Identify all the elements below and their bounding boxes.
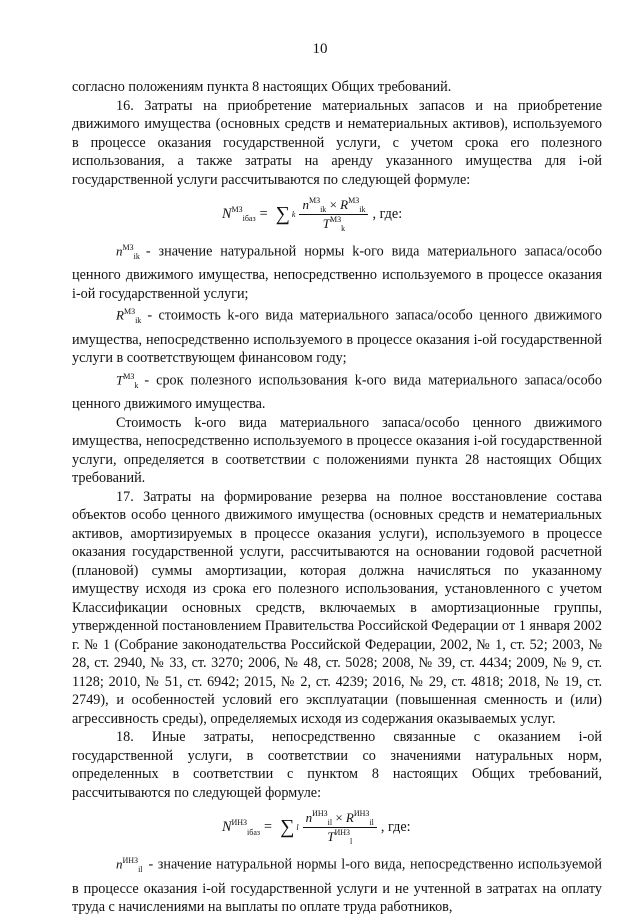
formula-mz-lhs: $N^{МЗ}_{iбаз}$ (222, 204, 256, 224)
page-number: 10 (312, 41, 328, 57)
paragraph-18: 18. Иные затраты, непосредственно связанные с оказанием i-ой государственной услуги, в соответствии со значениями натуральных норм, определенных в соответствии с пунктом 8 настоящих Общих требований, рассчитываются по следующей формуле: (72, 729, 602, 801)
definition-n-mz: $n^{МЗ}_{ik}$ - значение натуральной нормы k-ого вида материального запаса/особо ценного движимого имущества, непосредственно используемого в процессе оказания i-ой государственной услуги; (72, 243, 602, 302)
formula-inz: $N^{ИНЗ}_{iбаз}$ = ∑ l $\frac{n^{ИНЗ}_{il} \times R^{ИНЗ}_{il}}{T^{ИНЗ}_l}$ , где: (222, 809, 411, 847)
formula-inz-tail: , где: (380, 818, 411, 835)
document-body (72, 78, 602, 917)
paragraph-16: 16. Затраты на приобретение материальных запасов и на приобретение движимого имущества (основных средств и нематериальных активов), используемого в процессе оказания государственной услуги, с учетом срока его полезного использования, а также затраты на аренду указанного имущества для i-ой государственной услуги рассчитываются по следующей формуле: (72, 97, 602, 188)
paragraph-17: 17. Затраты на формирование резерва на полное восстановление состава объектов особо ценного движимого имущества (основных средств и нематериальных активов, амортизируемых в процессе оказания услуги), используемого в процессе оказания государственной услуги, рассчитываются на основании годовой расчетной (плановой) суммы амортизации, которая должна начисляться по указанному имуществу исходя из срока его полезного использования, установленного с учетом Классификации основных средств, включаемых в амортизационные группы, утвержденной постановлением Правительства Российской Федерации от 1 января 2002 г. № 1 (Собрание законодательства Российской Федерации, 2002, № 1, ст. 52; 2003, № 28, ст. 2940, № 33, ст. 3270; 2006, № 48, ст. 5028; 2008, № 39, ст. 4434; 2009, № 9, ст. 1128; 2010, № 51, ст. 6942; 2015, № 2, ст. 4239; 2016, № 29, ст. 4818; 2018, № 19, ст. 2749), и особенностей условий его эксплуатации (повышенная сменность и (или) агрессивность среды), определяемых исходя из содержания оказываемых услуг. (72, 488, 602, 727)
formula-mz-tail: , где: (372, 205, 403, 222)
definition-t-mz: $T^{МЗ}_k$ - срок полезного использования k-ого вида материального запаса/особо ценного движимого имущества. (72, 371, 602, 413)
paragraph-cost: Стоимость k-ого вида материального запаса/особо ценного движимого имущества, непосредственно используемого в процессе оказания i-ой государственной услуги, определяется в соответствии с положениями пункта 28 настоящих Общих требований. (72, 414, 602, 487)
formula-mz-fraction: $\frac{n^{МЗ}_{ik} \times R^{МЗ}_{ik}}{T^{МЗ}_k}$ (299, 197, 368, 232)
formula-inz-equals: = (264, 818, 273, 835)
formula-mz: $N^{МЗ}_{iбаз}$ = ∑ k $\frac{n^{МЗ}_{ik} \times R^{МЗ}_{ik}}{T^{МЗ}_k}$ , где: (222, 196, 403, 234)
paragraph-intro: согласно положениям пункта 8 настоящих Общих требований. (72, 79, 452, 95)
formula-inz-sigma: ∑ (280, 815, 295, 838)
definition-r-mz: $R^{МЗ}_{ik}$ - стоимость k-ого вида материального запаса/особо ценного движимого имущества, непосредственно используемого в процессе оказания i-ой государственной услуги в соответствующем финансовом году; (72, 307, 602, 367)
formula-inz-lhs: $N^{ИНЗ}_{iбаз}$ (222, 818, 261, 837)
formula-mz-equals: = (259, 205, 268, 222)
definition-n-inz: $n^{ИНЗ}_{il}$ - значение натуральной нормы l-ого вида, непосредственно используемой в процессе оказания i-ой государственной услуги и не учтенной в затратах на оплату труда с начислениями на выплаты по оплате труда работников, (72, 856, 602, 916)
formula-mz-sigma: ∑ (275, 202, 290, 225)
formula-inz-fraction: $\frac{n^{ИНЗ}_{il} \times R^{ИНЗ}_{il}}{T^{ИНЗ}_l}$ (303, 810, 377, 845)
